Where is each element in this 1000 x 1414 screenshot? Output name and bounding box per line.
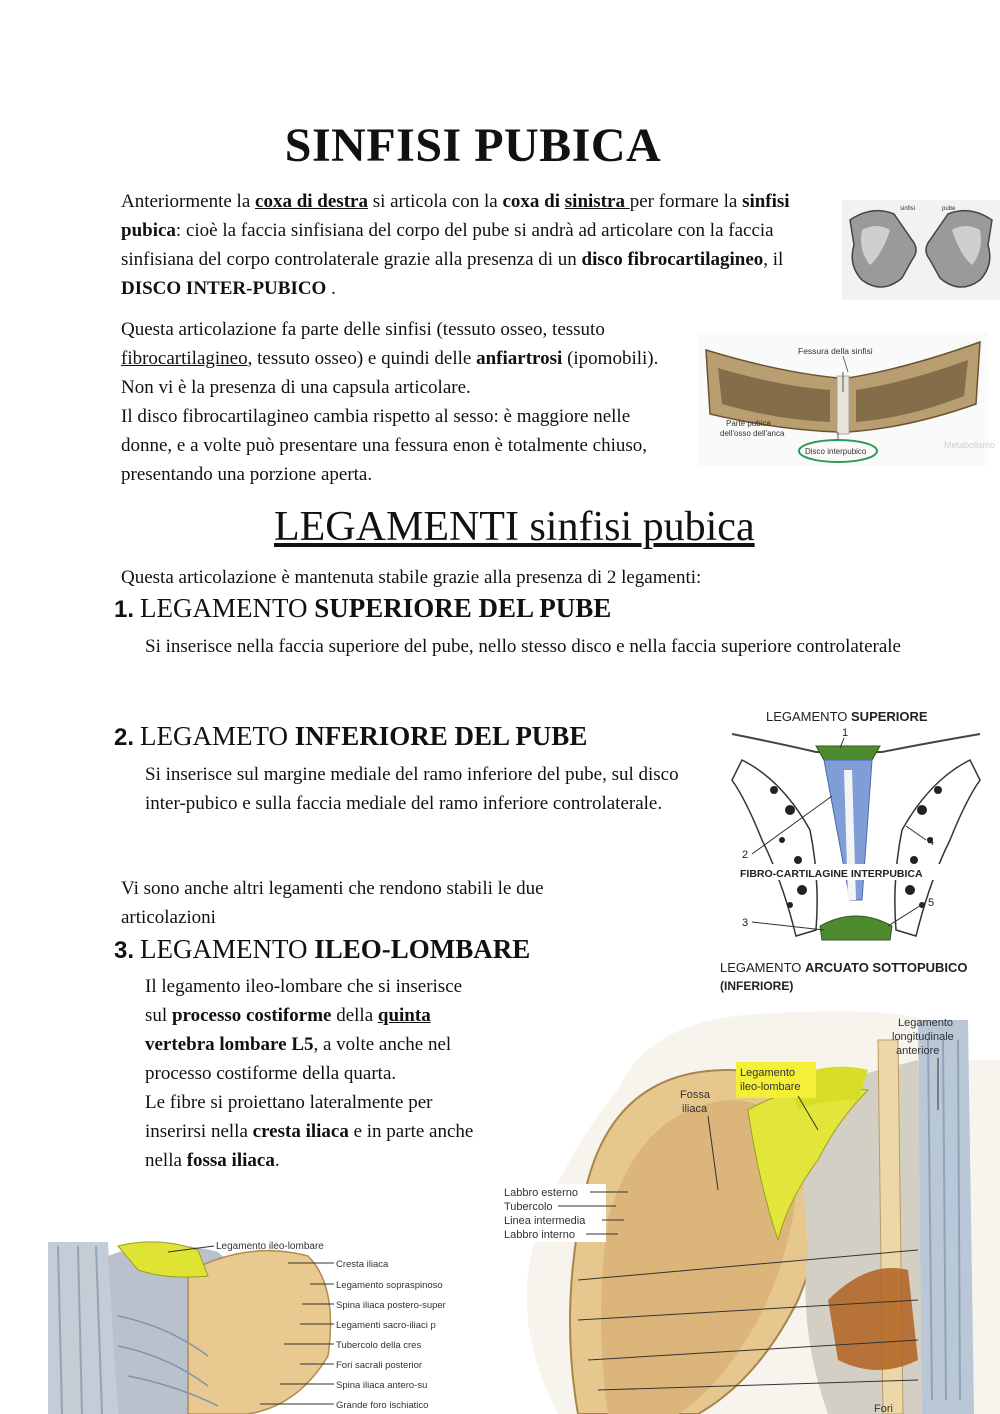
fig-ileo-l4: Labbro interno <box>504 1229 575 1241</box>
fig-ileo-lon3: anteriore <box>896 1045 940 1057</box>
fig-ileo-yl2: ileo-lombare <box>740 1081 801 1093</box>
intro-paragraph: Anteriormente la coxa di destra si articola con la coxa di sinistra per formare la sinfisi pubica: cioè la faccia sinfisiana del corpo del pube si andrà ad articolare con la faccia sinfisiana del corpo controlaterale grazie alla presenza di un disco fibrocartilagineo, il DISCO INTER-PUBICO . <box>121 191 790 299</box>
fig-lig-n5: 5 <box>928 897 935 909</box>
ligaments-heading: LEGAMENTI sinfisi pubica <box>274 504 755 550</box>
fig-lig-bottom2: (INFERIORE) <box>720 979 794 993</box>
fig-lig-n4: 4 <box>928 836 935 848</box>
fig-post-label: Grande foro ischiatico <box>336 1400 429 1411</box>
ligament-2-heading: 2. LEGAMETO INFERIORE DEL PUBE <box>114 721 588 751</box>
fig-section-disco: Disco interpubico <box>805 447 867 456</box>
fig-post-label: Fori sacrali posterior <box>336 1360 423 1371</box>
fig-ileo-l2: Tubercolo <box>504 1201 553 1213</box>
fig-lig-mid: FIBRO-CARTILAGINE INTERPUBICA <box>740 868 923 880</box>
fig-lig-n3: 3 <box>742 917 749 929</box>
iliolumbar-posterior-figure <box>48 1236 496 1414</box>
ligament-1-heading: 1. LEGAMENTO SUPERIORE DEL PUBE <box>114 593 612 623</box>
ligaments-intro: Questa articolazione è mantenuta stabile grazie alla presenza di 2 legamenti: <box>121 567 702 588</box>
fig-section-watermark: Metabolismo <box>944 440 996 450</box>
fig-ileo-fossa2: iliaca <box>682 1103 708 1115</box>
fig-ileo-fori: Fori <box>874 1403 893 1414</box>
other-ligaments-text: Vi sono anche altri legamenti che rendono stabili le due articolazioni <box>121 878 544 928</box>
fig-post-label: Legamenti sacro-iliaci p <box>336 1320 436 1331</box>
page-title: SINFISI PUBICA <box>284 119 662 172</box>
fig-post-label: Spina iliaca postero-super <box>336 1300 446 1311</box>
fig-pubis-label-right: pube <box>942 206 956 212</box>
fig-post-label: Cresta iliaca <box>336 1259 389 1270</box>
fig-lig-top: LEGAMENTO SUPERIORE <box>766 709 928 724</box>
fig-ileo-l1: Labbro esterno <box>504 1187 578 1199</box>
fig-post-label: Spina iliaca antero-su <box>336 1380 428 1391</box>
iliolumbar-anterior-figure <box>498 1000 1000 1414</box>
fig-pubis-label-left: sinfisi <box>900 206 916 212</box>
ligament-2-description: Si inserisce sul margine mediale del ramo inferiore del pube, sul disco inter-pubico e sulla faccia mediale del ramo inferiore controlaterale. <box>145 764 679 814</box>
pubic-ligaments-diagram <box>712 700 1000 994</box>
fig-ileo-lon1: Legamento <box>898 1017 954 1029</box>
fig-post-label: Legamento sopraspinoso <box>336 1280 443 1291</box>
fig-post-yl: Legamento ileo-lombare <box>216 1241 324 1252</box>
fig-section-fessura: Fessura della sinfisi <box>798 346 873 356</box>
fig-section-parte1: Parte pubica <box>726 419 771 428</box>
fig-ileo-l3: Linea intermedia <box>504 1215 586 1227</box>
fig-ileo-lon2: longitudinale <box>892 1031 954 1043</box>
fig-lig-n1: 1 <box>842 727 849 739</box>
ligament-1-description: Si inserisce nella faccia superiore del pube, nello stesso disco e nella faccia superiore controlaterale <box>145 636 901 657</box>
ligament-3-heading: 3. LEGAMENTO ILEO-LOMBARE <box>114 934 531 964</box>
pubic-bone-figure <box>842 200 1000 300</box>
fig-lig-n2: 2 <box>742 849 749 861</box>
ligament-3-description: Il legamento ileo-lombare che si inserisce sul processo costiforme della quinta vertebra lombare L5, a volte anche nel processo costiforme della quarta. Le fibre si proiettano lateralmente per inserirsi nella cresta iliaca e in parte anche nella fossa iliaca. <box>145 976 474 1171</box>
fig-post-label: Tubercolo della cres <box>336 1340 422 1351</box>
fig-ileo-fossa1: Fossa <box>680 1089 710 1101</box>
fig-section-parte2: dell'osso dell'anca <box>720 429 785 438</box>
fig-ileo-yl1: Legamento <box>740 1067 796 1079</box>
symphysis-paragraph: Questa articolazione fa parte delle sinfisi (tessuto osseo, tessuto fibrocartilagineo, tessuto osseo) e quindi delle anfiartrosi (ipomobili). Non vi è la presenza di una capsula articolare. Il disco fibrocartilagineo cambia rispetto al sesso: è maggiore nelle donne, e a volte può presentare una fessura enon è totalmente chiuso, presentando una porzione aperta. <box>121 319 659 485</box>
fig-lig-bottom: LEGAMENTO ARCUATO SOTTOPUBICO <box>720 960 968 975</box>
symphysis-section-figure <box>698 332 996 466</box>
